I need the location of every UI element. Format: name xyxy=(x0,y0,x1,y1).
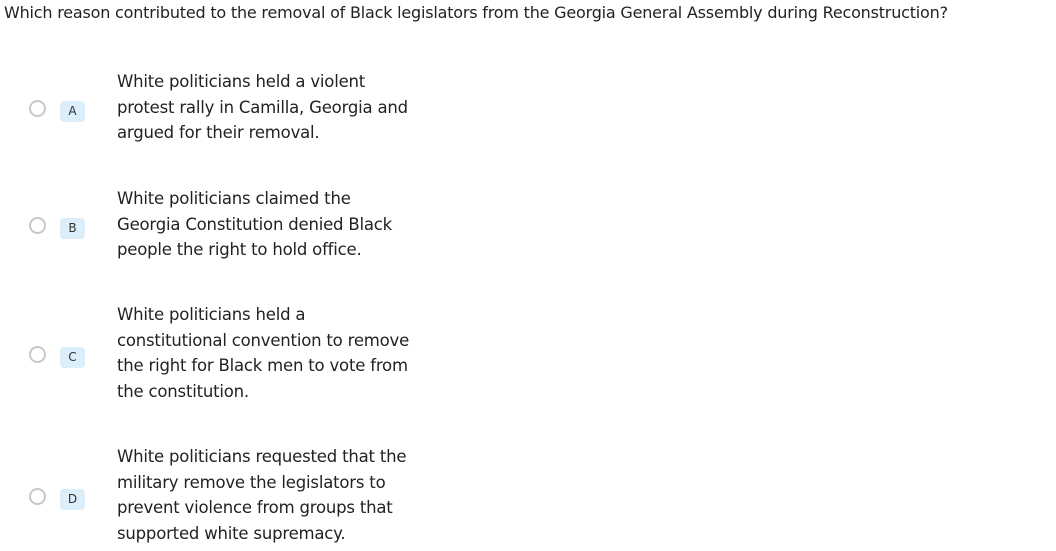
option-letter-c: C xyxy=(60,347,85,368)
radio-button-b[interactable] xyxy=(29,217,46,234)
option-letter-a: A xyxy=(60,101,85,122)
radio-button-a[interactable] xyxy=(29,100,46,117)
answer-option-a[interactable] xyxy=(0,68,460,146)
option-text-a: White politicians held a violent protest rally in Camilla, Georgia and argued for their removal. xyxy=(117,72,408,142)
option-letter-b: B xyxy=(60,218,85,239)
option-letter-d: D xyxy=(60,489,85,510)
question-text: Which reason contributed to the removal of Black legislators from the Georgia General Assembly during Reconstruction? xyxy=(4,3,948,22)
option-text-c: White politicians held a constitutional convention to remove the right for Black men to vote from the constitution. xyxy=(117,305,410,401)
option-text-b: White politicians claimed the Georgia Constitution denied Black people the right to hold office. xyxy=(117,189,393,259)
radio-button-c[interactable] xyxy=(29,346,46,363)
option-text-d: White politicians requested that the military remove the legislators to prevent violence from groups that supported white supremacy. xyxy=(117,447,407,543)
answer-option-b[interactable] xyxy=(0,185,460,263)
radio-button-d[interactable] xyxy=(29,488,46,505)
answer-option-c[interactable] xyxy=(0,301,460,405)
answer-option-d[interactable] xyxy=(0,443,460,547)
